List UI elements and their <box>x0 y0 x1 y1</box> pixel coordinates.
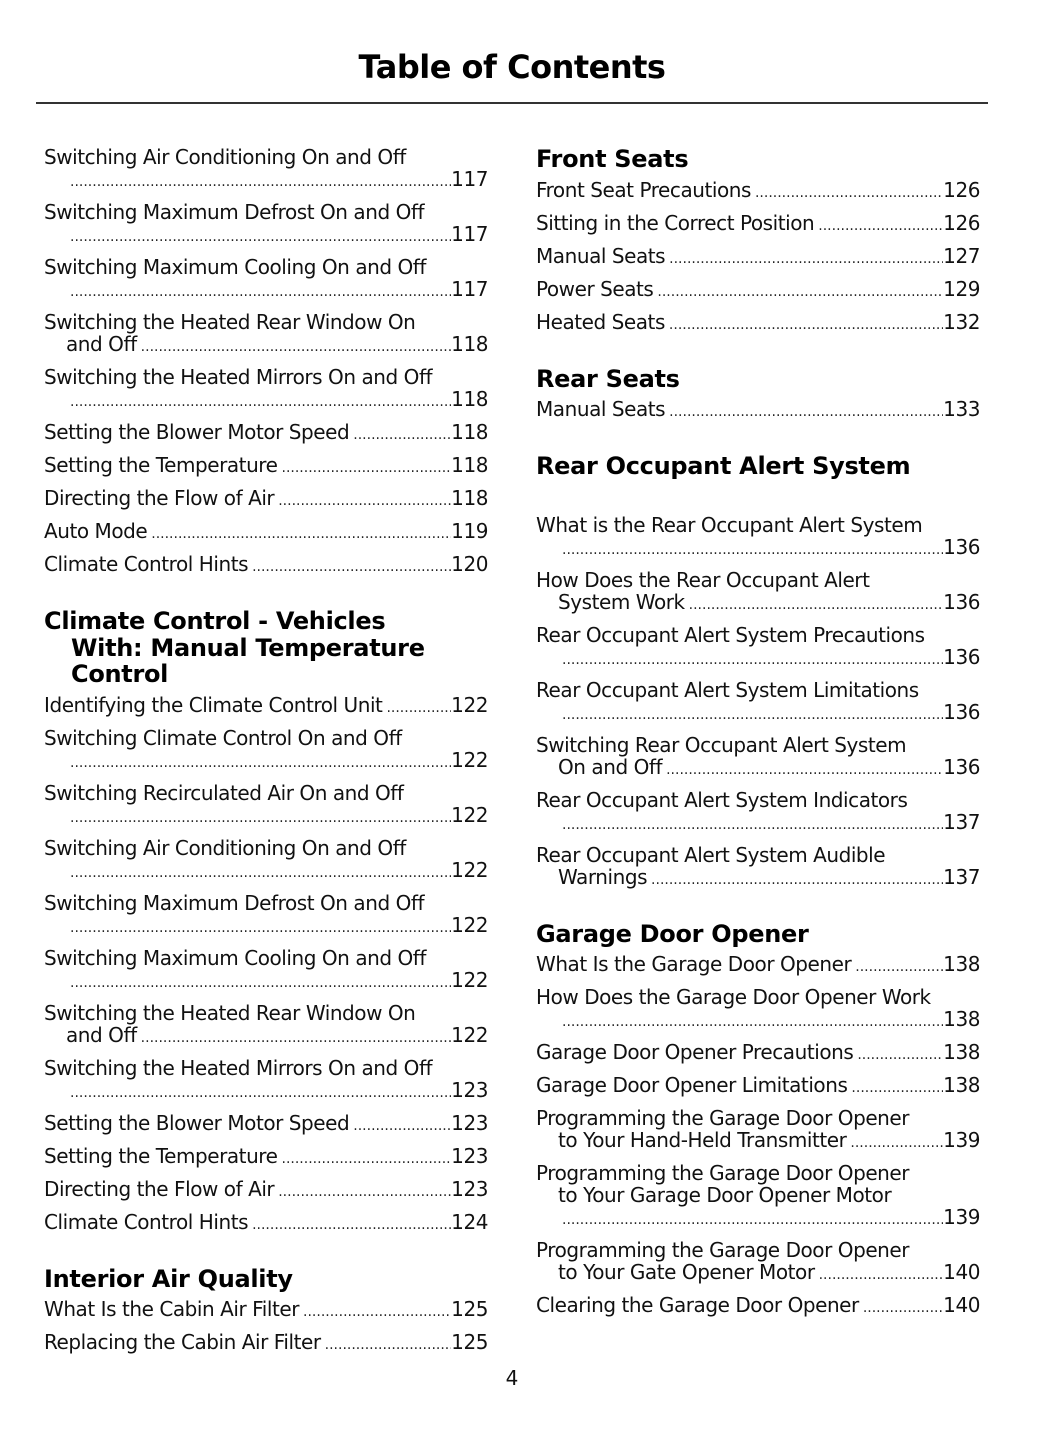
entry-title-cont: and Off <box>66 1022 137 1047</box>
entry-title: Setting the Blower Motor Speed <box>44 1110 350 1135</box>
entry-page: 136 <box>943 644 980 669</box>
section-heading[interactable]: Climate Control - Vehicles With: Manual Temperature Control <box>44 607 425 688</box>
entry-page: 118 <box>451 420 488 444</box>
entry-title: What Is the Garage Door Opener <box>536 952 852 976</box>
section-heading[interactable]: Garage Door Opener <box>536 919 809 948</box>
toc-section-climate-control-manual <box>44 608 488 1236</box>
dot-leader <box>651 869 943 891</box>
toc-entry[interactable] <box>536 1162 980 1231</box>
entry-page: 122 <box>451 692 488 717</box>
dot-leader <box>141 336 452 358</box>
entry-title: Garage Door Opener Limitations <box>536 1073 848 1097</box>
dot-leader <box>303 1301 451 1323</box>
entry-page: 133 <box>943 397 980 421</box>
entry-page: 118 <box>451 453 488 477</box>
section-heading[interactable]: Interior Air Quality <box>44 1264 293 1293</box>
toc-entry[interactable] <box>536 398 980 423</box>
entry-title: Rear Occupant Alert System Limitations <box>536 677 919 702</box>
entry-title: Directing the Flow of Air <box>44 1176 275 1201</box>
dot-leader <box>70 281 451 303</box>
toc-entry[interactable] <box>44 487 488 512</box>
entry-title: Switching Rear Occupant Alert System <box>536 732 907 757</box>
dot-leader <box>70 391 451 413</box>
entry-title-cont: to Your Hand-Held Transmitter <box>558 1128 847 1152</box>
dot-leader <box>863 1297 943 1319</box>
toc-entry[interactable] <box>536 1041 980 1066</box>
entry-title: Programming the Garage Door Opener <box>536 1106 910 1130</box>
dot-leader <box>562 649 943 671</box>
dot-leader <box>562 539 943 561</box>
entry-title-cont: On and Off <box>558 754 663 779</box>
entry-title: What Is the Cabin Air Filter <box>44 1297 300 1321</box>
dot-leader <box>666 759 943 781</box>
entry-page: 137 <box>943 809 980 834</box>
toc-entry[interactable] <box>44 201 488 248</box>
toc-entry[interactable] <box>44 1331 488 1356</box>
entry-title: Sitting in the Correct Position <box>536 210 815 235</box>
toc-entry[interactable] <box>44 311 488 358</box>
entry-title: Rear Occupant Alert System Audible <box>536 842 886 867</box>
entry-title: Climate Control Hints <box>44 552 249 576</box>
toc-entry[interactable] <box>536 278 980 303</box>
entry-page: 122 <box>451 1022 488 1047</box>
dot-leader <box>657 281 943 303</box>
entry-page: 117 <box>451 222 488 246</box>
entry-page: 120 <box>451 552 488 576</box>
dot-leader <box>70 862 451 884</box>
toc-entry[interactable] <box>44 727 488 774</box>
dot-leader <box>819 1264 944 1286</box>
toc-entry[interactable] <box>44 366 488 413</box>
entry-title: Heated Seats <box>536 309 665 334</box>
entry-page: 119 <box>451 519 488 543</box>
toc-entry[interactable] <box>536 679 980 726</box>
entry-title: Setting the Blower Motor Speed <box>44 420 350 444</box>
toc-entry[interactable] <box>44 947 488 994</box>
toc-entry[interactable] <box>536 1074 980 1099</box>
entry-page: 136 <box>943 589 980 614</box>
toc-entry[interactable] <box>44 421 488 446</box>
entry-title: Programming the Garage Door Opener <box>536 1161 910 1185</box>
entry-title: Programming the Garage Door Opener <box>536 1238 910 1262</box>
toc-entry[interactable] <box>44 1298 488 1323</box>
entry-page: 138 <box>943 1007 980 1031</box>
entry-page: 136 <box>943 534 980 559</box>
entry-page: 137 <box>943 864 980 889</box>
toc-left-column <box>44 146 488 1364</box>
dot-leader <box>70 226 451 248</box>
toc-entry[interactable] <box>536 569 980 616</box>
toc-entry[interactable] <box>44 1112 488 1137</box>
entry-title: Garage Door Opener Precautions <box>536 1040 854 1064</box>
entry-page: 123 <box>451 1077 488 1102</box>
entry-title: Manual Seats <box>536 243 666 268</box>
dot-leader <box>353 1115 451 1137</box>
entry-title: Directing the Flow of Air <box>44 486 275 510</box>
toc-section-interior-air-quality <box>44 1266 488 1357</box>
entry-page: 138 <box>943 1040 980 1064</box>
section-heading[interactable]: Front Seats <box>536 145 689 173</box>
entry-page: 126 <box>943 177 980 202</box>
dot-leader <box>818 215 943 237</box>
dot-leader <box>70 752 451 774</box>
dot-leader <box>70 972 451 994</box>
entry-page: 122 <box>451 802 488 827</box>
toc-entry[interactable] <box>44 1002 488 1049</box>
dot-leader <box>282 1148 452 1170</box>
toc-entry[interactable] <box>536 734 980 781</box>
toc-entry[interactable] <box>44 892 488 939</box>
dot-leader <box>562 1209 943 1231</box>
entry-title: Switching the Heated Rear Window On <box>44 1000 416 1025</box>
dot-leader <box>278 490 451 512</box>
dot-leader <box>669 248 943 270</box>
dot-leader <box>755 182 943 204</box>
toc-section-garage-door-opener <box>536 921 980 1320</box>
entry-title: Switching Climate Control On and Off <box>44 725 402 750</box>
entry-page: 138 <box>943 952 980 976</box>
toc-right-column <box>536 146 980 1327</box>
dot-leader <box>252 1214 451 1236</box>
entry-title: Switching the Heated Mirrors On and Off <box>44 1055 433 1080</box>
toc-entry[interactable] <box>44 146 488 193</box>
toc-entry[interactable] <box>44 694 488 719</box>
dot-leader <box>386 697 451 719</box>
entry-title: Switching Maximum Defrost On and Off <box>44 200 425 224</box>
entry-page: 123 <box>451 1110 488 1135</box>
entry-title: Identifying the Climate Control Unit <box>44 692 383 717</box>
toc-entry[interactable] <box>44 1145 488 1170</box>
entry-title: How Does the Garage Door Opener Work <box>536 985 931 1009</box>
section-spacer <box>536 899 980 921</box>
entry-page: 139 <box>943 1128 980 1152</box>
entry-page: 123 <box>451 1176 488 1201</box>
toc-entry[interactable] <box>536 311 980 336</box>
entry-title: Switching Maximum Cooling On and Off <box>44 945 426 970</box>
entry-page: 118 <box>451 332 488 356</box>
toc-entry[interactable] <box>536 1294 980 1319</box>
entry-page: 125 <box>451 1297 488 1321</box>
dot-leader <box>850 1132 943 1154</box>
toc-entry[interactable] <box>44 520 488 545</box>
dot-leader <box>282 457 452 479</box>
entry-page: 117 <box>451 277 488 301</box>
dot-leader <box>562 704 943 726</box>
dot-leader <box>562 1011 943 1033</box>
dot-leader <box>669 314 943 336</box>
section-spacer <box>44 1244 488 1266</box>
toc-entry[interactable] <box>44 782 488 829</box>
toc-section-front-seats <box>536 146 980 336</box>
entry-title-cont: to Your Gate Opener Motor <box>558 1260 815 1284</box>
entry-page: 136 <box>943 754 980 779</box>
dot-leader <box>855 956 943 978</box>
entry-page: 138 <box>943 1073 980 1097</box>
toc-entry[interactable] <box>536 179 980 204</box>
toc-entry[interactable] <box>44 837 488 884</box>
entry-page: 136 <box>943 699 980 724</box>
entry-title-cont: Warnings <box>558 864 648 889</box>
section-spacer <box>536 431 980 453</box>
page-title: Table of Contents <box>358 48 666 86</box>
section-heading[interactable]: Rear Seats <box>536 364 680 393</box>
toc-entry[interactable] <box>536 212 980 237</box>
entry-title-cont: to Your Garage Door Opener Motor <box>558 1183 892 1207</box>
entry-page: 122 <box>451 967 488 992</box>
toc-entry[interactable] <box>536 1107 980 1154</box>
entry-page: 122 <box>451 747 488 772</box>
entry-title: Switching Maximum Defrost On and Off <box>44 890 425 915</box>
dot-leader <box>70 917 451 939</box>
entry-title: Power Seats <box>536 276 654 301</box>
toc-section-rear-occupant-alert <box>536 453 980 891</box>
dot-leader <box>562 814 943 836</box>
entry-title: How Does the Rear Occupant Alert <box>536 567 870 592</box>
dot-leader <box>278 1181 451 1203</box>
entry-page: 132 <box>943 309 980 334</box>
dot-leader <box>70 1082 451 1104</box>
dot-leader <box>851 1077 943 1099</box>
dot-leader <box>669 401 943 423</box>
entry-title: Setting the Temperature <box>44 1143 278 1168</box>
entry-page: 125 <box>451 1330 488 1354</box>
dot-leader <box>70 807 451 829</box>
entry-page: 124 <box>451 1209 488 1234</box>
toc-entry[interactable] <box>536 986 980 1033</box>
entry-page: 126 <box>943 210 980 235</box>
dot-leader <box>252 556 451 578</box>
title-divider <box>36 102 988 104</box>
entry-page: 117 <box>451 167 488 191</box>
dot-leader <box>689 594 944 616</box>
dot-leader <box>141 1027 452 1049</box>
entry-title: Switching Air Conditioning On and Off <box>44 835 406 860</box>
toc-entry[interactable] <box>536 789 980 836</box>
page-number: 4 <box>505 1366 519 1390</box>
dot-leader <box>151 523 451 545</box>
toc-entry[interactable] <box>44 553 488 578</box>
dot-leader <box>857 1044 943 1066</box>
entry-title-cont: System Work <box>558 589 685 614</box>
toc-entry[interactable] <box>536 844 980 891</box>
entry-page: 118 <box>451 486 488 510</box>
toc-entry[interactable] <box>44 454 488 479</box>
entry-title: Front Seat Precautions <box>536 177 751 202</box>
entry-page: 122 <box>451 912 488 937</box>
section-heading[interactable]: Rear Occupant Alert System <box>536 452 911 480</box>
toc-entry[interactable] <box>44 1211 488 1236</box>
entry-title: Setting the Temperature <box>44 453 278 477</box>
entry-title: Switching the Heated Mirrors On and Off <box>44 365 433 389</box>
entry-title: Rear Occupant Alert System Precautions <box>536 622 925 647</box>
section-spacer <box>536 344 980 366</box>
entry-page: 123 <box>451 1143 488 1168</box>
entry-title: Replacing the Cabin Air Filter <box>44 1330 321 1354</box>
entry-title: Switching the Heated Rear Window On <box>44 310 416 334</box>
entry-title: Switching Maximum Cooling On and Off <box>44 255 426 279</box>
toc-entry[interactable] <box>536 953 980 978</box>
entry-title: Manual Seats <box>536 397 666 421</box>
toc-entry[interactable] <box>536 624 980 671</box>
entry-page: 122 <box>451 857 488 882</box>
entry-title-cont: and Off <box>66 332 137 356</box>
toc-entry[interactable] <box>536 514 980 561</box>
entry-title: Clearing the Garage Door Opener <box>536 1293 859 1317</box>
toc-entry[interactable] <box>44 256 488 303</box>
dot-leader <box>353 424 451 446</box>
entry-title: Auto Mode <box>44 519 148 543</box>
dot-leader <box>70 171 451 193</box>
toc-entry[interactable] <box>44 1178 488 1203</box>
entry-page: 127 <box>943 243 980 268</box>
entry-title: Climate Control Hints <box>44 1209 249 1234</box>
toc-section-rear-seats <box>536 366 980 424</box>
entry-title: Switching Recirculated Air On and Off <box>44 780 404 805</box>
toc-entry[interactable] <box>44 1057 488 1104</box>
entry-title: What is the Rear Occupant Alert System <box>536 512 923 537</box>
entry-title: Rear Occupant Alert System Indicators <box>536 787 908 812</box>
toc-entry[interactable] <box>536 245 980 270</box>
toc-entry[interactable] <box>536 1239 980 1286</box>
entry-page: 139 <box>943 1205 980 1229</box>
section-spacer <box>44 586 488 608</box>
entry-page: 118 <box>451 387 488 411</box>
entry-title: Switching Air Conditioning On and Off <box>44 145 406 169</box>
entry-page: 140 <box>943 1260 980 1284</box>
entry-page: 129 <box>943 276 980 301</box>
entry-page: 140 <box>943 1293 980 1317</box>
dot-leader <box>325 1334 452 1356</box>
